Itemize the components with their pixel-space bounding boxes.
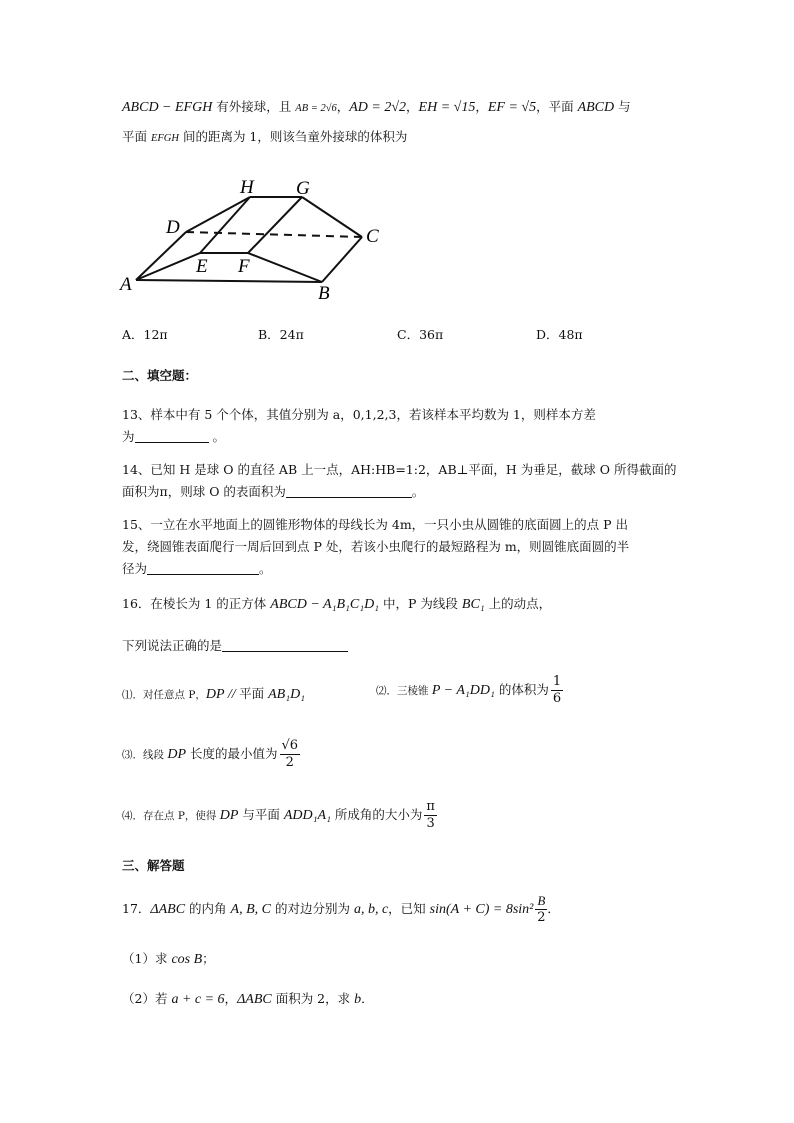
q12-text: 与 (614, 99, 631, 114)
q16-math: ADD₁A₁ (283, 808, 331, 823)
q16-text: 中，P 为线段 (379, 596, 462, 611)
q17-line1 (122, 893, 560, 926)
q12-line2 (122, 127, 407, 145)
q17-part1 (122, 949, 215, 968)
label-b: B (318, 283, 330, 304)
q13-answer-blank[interactable] (135, 429, 209, 443)
q16-option-3 (122, 738, 300, 771)
q16-text: 的体积为 (494, 682, 549, 697)
fraction-denominator: 6 (552, 691, 562, 706)
label-d: D (166, 217, 180, 238)
edge-he (200, 197, 250, 253)
q16-text: 长度的最小值为 (186, 746, 278, 761)
q16-answer-blank[interactable] (222, 638, 348, 652)
q17-text: 17． (122, 901, 151, 916)
fraction-numerator: B (537, 893, 546, 908)
q14-text: 面积为π，则球 O 的表面积为 (122, 484, 286, 499)
q14-line2 (122, 482, 424, 500)
q17-text: ． (361, 991, 374, 1006)
fraction-numerator: π (426, 799, 435, 814)
q15-text: 径为 (122, 561, 148, 576)
q13-line1: 13、样本中有 5 个个体，其值分别为 a，0,1,2,3，若该样本平均数为 1，则样本方差 (122, 407, 596, 422)
q12-figure (118, 175, 398, 305)
edge-gf (248, 197, 302, 253)
q17-math: ΔABC (150, 902, 186, 917)
q16-fraction (280, 738, 301, 771)
label-f: F (238, 256, 250, 277)
label-c: C (366, 226, 379, 247)
q17-math: ΔABC (237, 992, 272, 1007)
q17-text: ，已知 (388, 901, 430, 916)
q12-text: 平面 (122, 129, 151, 144)
q14-text: 。 (411, 484, 425, 499)
q12-comma: ， (406, 99, 419, 114)
q17-text: （2）若 (122, 991, 172, 1006)
q17-fraction (535, 893, 547, 926)
fraction-denominator: 3 (426, 816, 435, 831)
q17-text: 的内角 (185, 901, 231, 916)
q16-text: ⑶．线段 (122, 749, 168, 761)
q12-text: 间的距离为 1，则该刍童外接球的体积为 (178, 129, 408, 144)
q16-math: AB₁D₁ (268, 687, 306, 702)
q12-ab: AB = 2√6 (295, 103, 337, 114)
label-g: G (296, 178, 310, 199)
q16-line2 (122, 636, 348, 654)
q17-text: 面积为 2，求 (271, 991, 355, 1006)
q12-plane-efgh: EFGH (150, 133, 179, 144)
q12-ad: AD = 2√2 (349, 100, 407, 115)
q16-math: DP (167, 747, 187, 762)
q16-math: DP (219, 808, 239, 823)
edge-gc (302, 197, 362, 237)
q14-line1: 14、已知 H 是球 O 的直径 AB 上一点，AH:HB=1:2，AB⊥平面，H 为垂足，截球 O 所得截面的 (122, 462, 677, 477)
q16-text: 所成角的大小为 (330, 807, 423, 822)
q13-line2 (122, 427, 225, 445)
q12-ef: EF = √5 (487, 100, 537, 115)
edge-fb (248, 253, 322, 282)
q14-answer-blank[interactable] (286, 484, 412, 498)
section3-heading: 三、解答题 (122, 858, 185, 873)
q12-comma: ， (475, 99, 488, 114)
q17-part2 (122, 989, 374, 1008)
q15-line2: 发，绕圆锥表面爬行一周后回到点 P 处，若该小虫爬行的最短路程为 m，则圆锥底面圆的半 (122, 539, 630, 554)
q12-plane-abcd: ABCD (577, 100, 615, 115)
edge-ab (136, 280, 322, 282)
q17-text: ， (224, 991, 238, 1006)
q17-math: a + c = 6 (171, 992, 225, 1007)
fraction-numerator: 1 (552, 674, 562, 689)
q16-segment: BC₁ (461, 597, 485, 612)
q12-text: 有外接球，且 (212, 99, 296, 114)
q17-math: A, B, C (230, 902, 271, 917)
fraction-numerator: √6 (281, 738, 299, 753)
q16-text: 16．在棱长为 1 的正方体 (122, 596, 271, 611)
q12-line1 (122, 97, 631, 116)
q16-cube: ABCD − A₁B₁C₁D₁ (270, 597, 380, 612)
q17-math: b (354, 992, 362, 1007)
edge-hd (186, 197, 250, 232)
q16-text: 与平面 (238, 807, 284, 822)
q12-option-b: B．24π (258, 327, 304, 342)
q17-text: ； (202, 951, 215, 966)
q16-fraction (551, 674, 563, 707)
q12-text: ，平面 (536, 99, 578, 114)
q16-fraction (424, 799, 437, 832)
q13-text: 。 (208, 429, 225, 444)
q17-text: ． (547, 901, 560, 916)
section2-heading: 二、填空题： (122, 368, 198, 383)
q16-option-4 (122, 799, 437, 832)
edge-bc (322, 237, 362, 282)
q15-answer-blank[interactable] (147, 561, 259, 575)
q12-eh: EH = √15 (418, 100, 476, 115)
q16-line1 (122, 594, 551, 613)
q12-solid-name: ABCD − EFGH (122, 100, 213, 115)
q15-text: 。 (259, 561, 272, 576)
q12-comma: ， (336, 99, 350, 114)
fraction-denominator: 2 (537, 910, 546, 925)
edge-dc-hidden (186, 232, 362, 237)
q17-text: 的对边分别为 (270, 901, 354, 916)
q16-text: 平面 (239, 686, 269, 701)
q15-line1: 15、一立在水平地面上的圆锥形物体的母线长为 4m，一只小虫从圆锥的底面圆上的点 P 出 (122, 517, 629, 532)
q16-text: 上的动点， (484, 596, 552, 611)
q13-text: 为 (122, 429, 135, 444)
q15-line3 (122, 559, 272, 577)
q17-math: sin(A + C) = 8sin² (429, 902, 534, 917)
q17-math: a, b, c (353, 902, 389, 917)
q16-math: P − A₁DD₁ (431, 683, 495, 698)
q16-text: ⑴．对任意点 P， (122, 689, 206, 701)
q16-text: ⑵．三棱锥 (376, 685, 432, 697)
label-h: H (240, 177, 254, 198)
q12-option-d: D．48π (536, 327, 583, 342)
edge-ae (136, 253, 200, 280)
q17-math: cos B (171, 952, 203, 967)
q16-option-1 (122, 684, 305, 703)
label-a: A (120, 274, 132, 295)
q17-text: （1）求 (122, 951, 172, 966)
q12-option-c: C．36π (397, 327, 444, 342)
q16-text: ⑷．存在点 P，使得 (122, 810, 220, 822)
q16-math: DP // (205, 687, 240, 702)
edge-ad (136, 232, 186, 280)
q16-text: 下列说法正确的是 (122, 638, 223, 653)
label-e: E (196, 256, 208, 277)
q12-option-a: A．12π (122, 327, 168, 342)
q16-option-2 (376, 674, 563, 707)
fraction-denominator: 2 (285, 755, 294, 770)
